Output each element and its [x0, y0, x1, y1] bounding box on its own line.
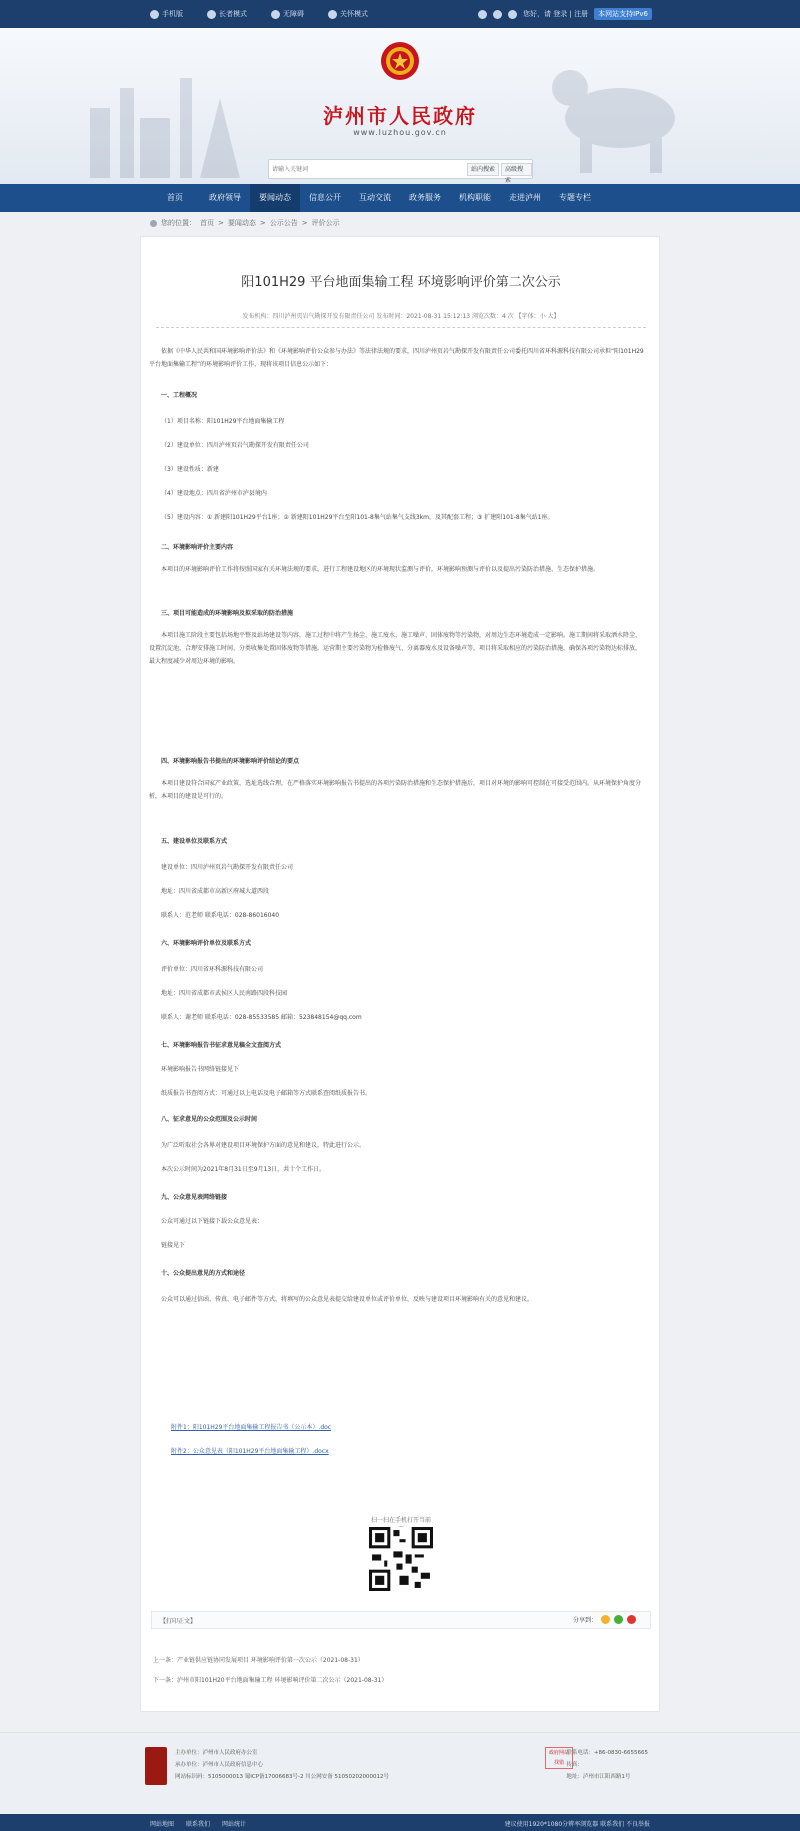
contact-link[interactable]: 联系我们 [186, 1821, 211, 1828]
sitemap-link[interactable]: 网站地图 [150, 1821, 175, 1828]
qzone-icon[interactable] [601, 1615, 610, 1624]
prev-article-link[interactable]: 上一条：产业链供应链协同发展项目 环境影响评价第一次公示（2021-08-31） [153, 1657, 364, 1664]
footer-info [175, 1747, 389, 1783]
wechat-icon[interactable] [493, 10, 502, 19]
list-item: 链接见下 [161, 1242, 186, 1249]
footer-phone: 联系电话：+86-0830-6655665 [566, 1750, 648, 1756]
list-item: 联系人：谢老师 联系电话：028-85533585 邮箱：523848154@qq.com [161, 1014, 362, 1021]
nav-item-leaders[interactable]: 政府领导 [209, 193, 241, 202]
care-icon [328, 10, 337, 19]
breadcrumb-label: 您的位置： [161, 219, 196, 227]
footer-organizer: 承办单位：泸州市人民政府信息中心 [175, 1762, 264, 1768]
list-item: 纸质报告书查阅方式：可通过以上电话及电子邮箱等方式联系查阅纸质报告书。 [161, 1090, 372, 1097]
weibo-share-icon[interactable] [627, 1615, 636, 1624]
list-item: 公众可通过以下链接下载公众意见表： [161, 1218, 264, 1225]
site-search-button[interactable]: 站内搜索 [467, 163, 499, 176]
bottom-right-note: 建议使用1920*1080分辨率浏览器 联系我们 不良举报 [504, 1821, 650, 1828]
footer-fax: 传真： [566, 1762, 583, 1768]
city-skyline-decoration [80, 38, 260, 178]
national-emblem-icon [380, 41, 420, 81]
section-heading: 三、项目可能造成的环境影响及拟采取的防治措施 [161, 610, 294, 617]
stats-link[interactable]: 网站统计 [222, 1821, 247, 1828]
breadcrumb-separator: > [301, 219, 308, 227]
location-icon [150, 220, 157, 227]
top-bar [0, 0, 800, 28]
section-heading: 八、征求意见的公众范围及公示时间 [161, 1116, 258, 1123]
list-item: 地址：四川省成都市武侯区人民南路四段科技园 [161, 990, 288, 997]
footer-contact [566, 1747, 648, 1783]
list-item: （1）项目名称：阳101H29平台地面集输工程 [161, 418, 285, 425]
share-bar [151, 1611, 651, 1629]
app-icon[interactable] [508, 10, 517, 19]
weibo-icon[interactable] [478, 10, 487, 19]
site-header [0, 28, 800, 184]
qr-code-icon [369, 1527, 433, 1591]
meta-divider [156, 327, 646, 328]
list-item: 评价单位：四川省环科源科技有限公司 [161, 966, 264, 973]
breadcrumb-separator: > [259, 219, 266, 227]
breadcrumb-evaluation[interactable]: 评价公示 [311, 219, 340, 227]
wechat-share-icon[interactable] [614, 1615, 623, 1624]
section-heading: 七、环境影响报告书征求意见稿全文查阅方式 [161, 1042, 282, 1049]
gov-site-badge[interactable]: 政府网站 找错 [545, 1747, 573, 1769]
search-box [268, 159, 533, 184]
section-paragraph: 本项目施工阶段主要包括场地平整及站场建设等内容，施工过程中将产生扬尘、施工废水、施工噪声、固体废物等污染物，对周边生态环境造成一定影响。施工期间将采取洒水降尘、设置沉淀池、合理安排施工时间、分类收集处置固体废物等措施。运营期主要污染物为检修废气、分离器废水及设备噪声等，项目将采取相应的污染防治措施，确保各项污染物达标排放，最大程度减少对周边环境的影响。 [149, 632, 642, 665]
nav-item-news[interactable]: 要闻动态 [250, 184, 300, 212]
login-link[interactable]: 您好，请 登录 | 注册 [523, 10, 589, 18]
nav-item-disclosure[interactable]: 信息公开 [309, 193, 341, 202]
breadcrumb-notices[interactable]: 公示公告 [269, 219, 298, 227]
list-item: 本次公示时间为2021年8月31日至9月13日，共十个工作日。 [161, 1166, 326, 1173]
list-item: 地址：四川省成都市高新区府城大道西段 [161, 888, 270, 895]
ipv6-badge: 本网站支持IPv6 [594, 8, 652, 20]
section-paragraph: 本项目的环境影响评价工作将按照国家有关环境法规的要求，进行工程建设地区的环境现状监测与评价，环境影响预测与评价以及提出污染防治措施、生态保护措施。 [161, 566, 600, 573]
attachment-link-opinion-form[interactable]: 附件2：公众意见表（阳101H29平台地面集输工程）.docx [171, 1448, 329, 1455]
list-item: （3）建设性质：新建 [161, 466, 219, 473]
breadcrumb-home[interactable]: 首页 [200, 219, 214, 227]
site-url: www.luzhou.gov.cn [353, 128, 447, 137]
attachment-link-report[interactable]: 附件1：阳101H29平台地面集输工程报告书（公示本）.doc [171, 1424, 332, 1431]
accessibility-icon [271, 10, 280, 19]
footer-emblem-icon [145, 1747, 167, 1785]
print-button[interactable]: 【打印正文】 [160, 1618, 197, 1625]
section-paragraph: 公众可以通过信函、传真、电子邮件等方式，将填写的公众意见表提交给建设单位或评价单位，反映与建设项目环境影响有关的意见和建议。 [161, 1296, 534, 1303]
advanced-search-button[interactable]: 高级搜索 [501, 163, 532, 176]
intro-paragraph: 依据《中华人民共和国环境影响评价法》和《环境影响评价公众参与办法》等法律法规的要求，四川泸州页岩气勘探开发有限责任公司委托四川省环科源科技有限公司承担“阳101H29 平台地面集输工程”的环境影响评价工作，现将该项目信息公示如下： [149, 348, 644, 368]
bottom-bar [0, 1814, 800, 1831]
site-footer [0, 1732, 800, 1814]
share-label: 分享到： [572, 1617, 597, 1624]
breadcrumb [150, 218, 340, 228]
mobile-icon [150, 10, 159, 19]
nav-item-about[interactable]: 走进泸州 [509, 193, 541, 202]
breadcrumb-news[interactable]: 要闻动态 [227, 219, 256, 227]
footer-address: 地址：泸州市江阳西路1号 [566, 1774, 631, 1780]
topbar-link-elder[interactable]: 长者模式 [207, 9, 247, 19]
list-item: 环境影响报告书网络链接见下 [161, 1066, 240, 1073]
section-heading: 十、公众提出意见的方式和途径 [161, 1270, 246, 1277]
topbar-link-accessibility[interactable]: 无障碍 [271, 9, 304, 19]
topbar-right [478, 8, 652, 20]
article-meta: 发布机构：四川泸州页岩气勘探开发有限责任公司 发布时间：2021-08-31 15:12:13 浏览次数：4 次 【字体：小 大】 [242, 313, 560, 320]
search-input[interactable] [272, 163, 462, 176]
list-item: （2）建设单位：四川泸州页岩气勘探开发有限责任公司 [161, 442, 309, 449]
topbar-link-mobile[interactable]: 手机版 [150, 9, 183, 19]
article-title: 阳101H29 平台地面集输工程 环境影响评价第二次公示 [241, 275, 561, 290]
section-heading: 二、环境影响评价主要内容 [161, 544, 234, 551]
list-item: 为广泛听取社会各界对建设项目环境保护方面的意见和建议，特此进行公示。 [161, 1142, 366, 1149]
section-heading: 九、公众意见表网络链接 [161, 1194, 228, 1201]
list-item: 建设单位：四川泸州页岩气勘探开发有限责任公司 [161, 864, 294, 871]
section-heading: 六、环境影响评价单位及联系方式 [161, 940, 252, 947]
next-article-link[interactable]: 下一条：泸州市阳101H20平台地面集输工程 环境影响评价第二次公示（2021-08-31） [153, 1677, 388, 1684]
footer-icp[interactable]: 网站标识码：5105000013 蜀ICP备17006683号-2 川公网安备 51050202000012号 [175, 1774, 389, 1780]
section-heading: 五、建设单位及联系方式 [161, 838, 228, 845]
section-paragraph: 本项目建设符合国家产业政策，选址选线合理，在严格落实环境影响报告书提出的各项污染防治措施和生态保护措施后，项目对环境的影响可控制在可接受范围内。从环境保护角度分析，本项目的建设是可行的。 [149, 780, 642, 800]
topbar-links [150, 9, 368, 19]
section-heading: 四、环境影响报告书提出的环境影响评价结论的要点 [161, 758, 300, 765]
topbar-link-care[interactable]: 关怀模式 [328, 9, 368, 19]
elder-icon [207, 10, 216, 19]
list-item: 联系人：范老师 联系电话：028-86016040 [161, 912, 280, 919]
section-heading: 一、工程概况 [161, 392, 198, 399]
nav-item-agencies[interactable]: 机构职能 [459, 193, 491, 202]
breadcrumb-separator: > [218, 219, 224, 227]
qr-caption: 扫一扫在手机打开当前 [370, 1517, 431, 1524]
nav-item-interaction[interactable]: 互动交流 [359, 193, 391, 202]
list-item: （5）建设内容：① 新建阳101H29平台1座；② 新建阳101H29平台至阳101-8集气站集气支线3km，及其配套工程；③ 扩建阳101-8集气站1座。 [161, 514, 554, 521]
bronze-statue-decoration [540, 48, 710, 178]
nav-item-home[interactable]: 首页 [167, 193, 183, 202]
nav-item-topics[interactable]: 专题专栏 [559, 193, 591, 202]
site-title: 泸州市人民政府 [323, 104, 477, 128]
list-item: （4）建设地点：四川省泸州市泸县境内 [161, 490, 267, 497]
nav-item-services[interactable]: 政务服务 [409, 193, 441, 202]
main-nav [0, 184, 800, 212]
footer-sponsor: 主办单位：泸州市人民政府办公室 [175, 1750, 258, 1756]
article-panel [140, 236, 660, 1712]
